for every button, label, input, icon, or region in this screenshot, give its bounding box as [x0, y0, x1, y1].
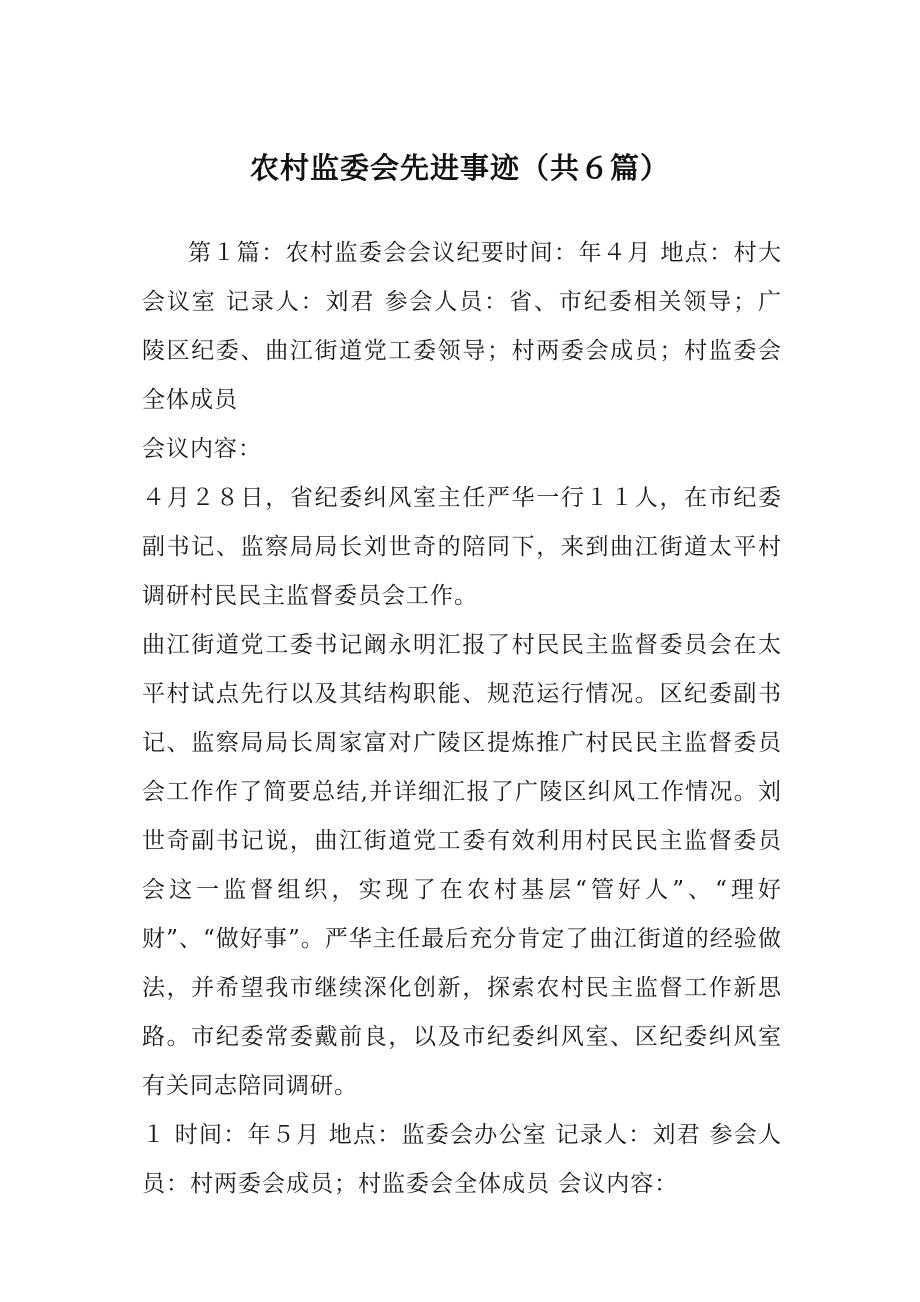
paragraph-second-meeting: １ 时间：年５月 地点：监委会办公室 记录人：刘君 参会人员：村两委会成员；村监委会全体成员 会议内容： [142, 1122, 782, 1197]
paragraph-meeting-content-label: 会议内容： [142, 436, 262, 462]
document-body [142, 229, 782, 1209]
document-title: 农村监委会先进事迹（共６篇） [249, 151, 670, 185]
paragraph-visit: ４月２８日，省纪委纠风室主任严华一行１１人，在市纪委副书记、监察局局长刘世奇的陪同下，来到曲江街道太平村调研村民民主监督委员会工作。 [142, 485, 782, 609]
paragraph-meeting-header: 第１篇：农村监委会会议纪要时间：年４月 地点：村大会议室 记录人：刘君 参会人员：省、市纪委相关领导；广陵区纪委、曲江街道党工委领导；村两委会成员；村监委会全体成员 [142, 240, 782, 413]
paragraph-report: 曲江街道党工委书记阚永明汇报了村民民主监督委员会在太平村试点先行以及其结构职能、规范运行情况。区纪委副书记、监察局局长周家富对广陵区提炼推广村民民主监督委员会工作作了简要总结,并详细汇报了广陵区纠风工作情况。刘世奇副书记说，曲江街道党工委有效利用村民民主监督委员会这一监督组织，实现了在农村基层“管好人”、“理好财”、“做好事”。严华主任最后充分肯定了曲江街道的经验做法，并希望我市继续深化创新，探索农村民主监督工作新思路。市纪委常委戴前良，以及市纪委纠风室、区纪委纠风室有关同志陪同调研。 [142, 632, 782, 1099]
